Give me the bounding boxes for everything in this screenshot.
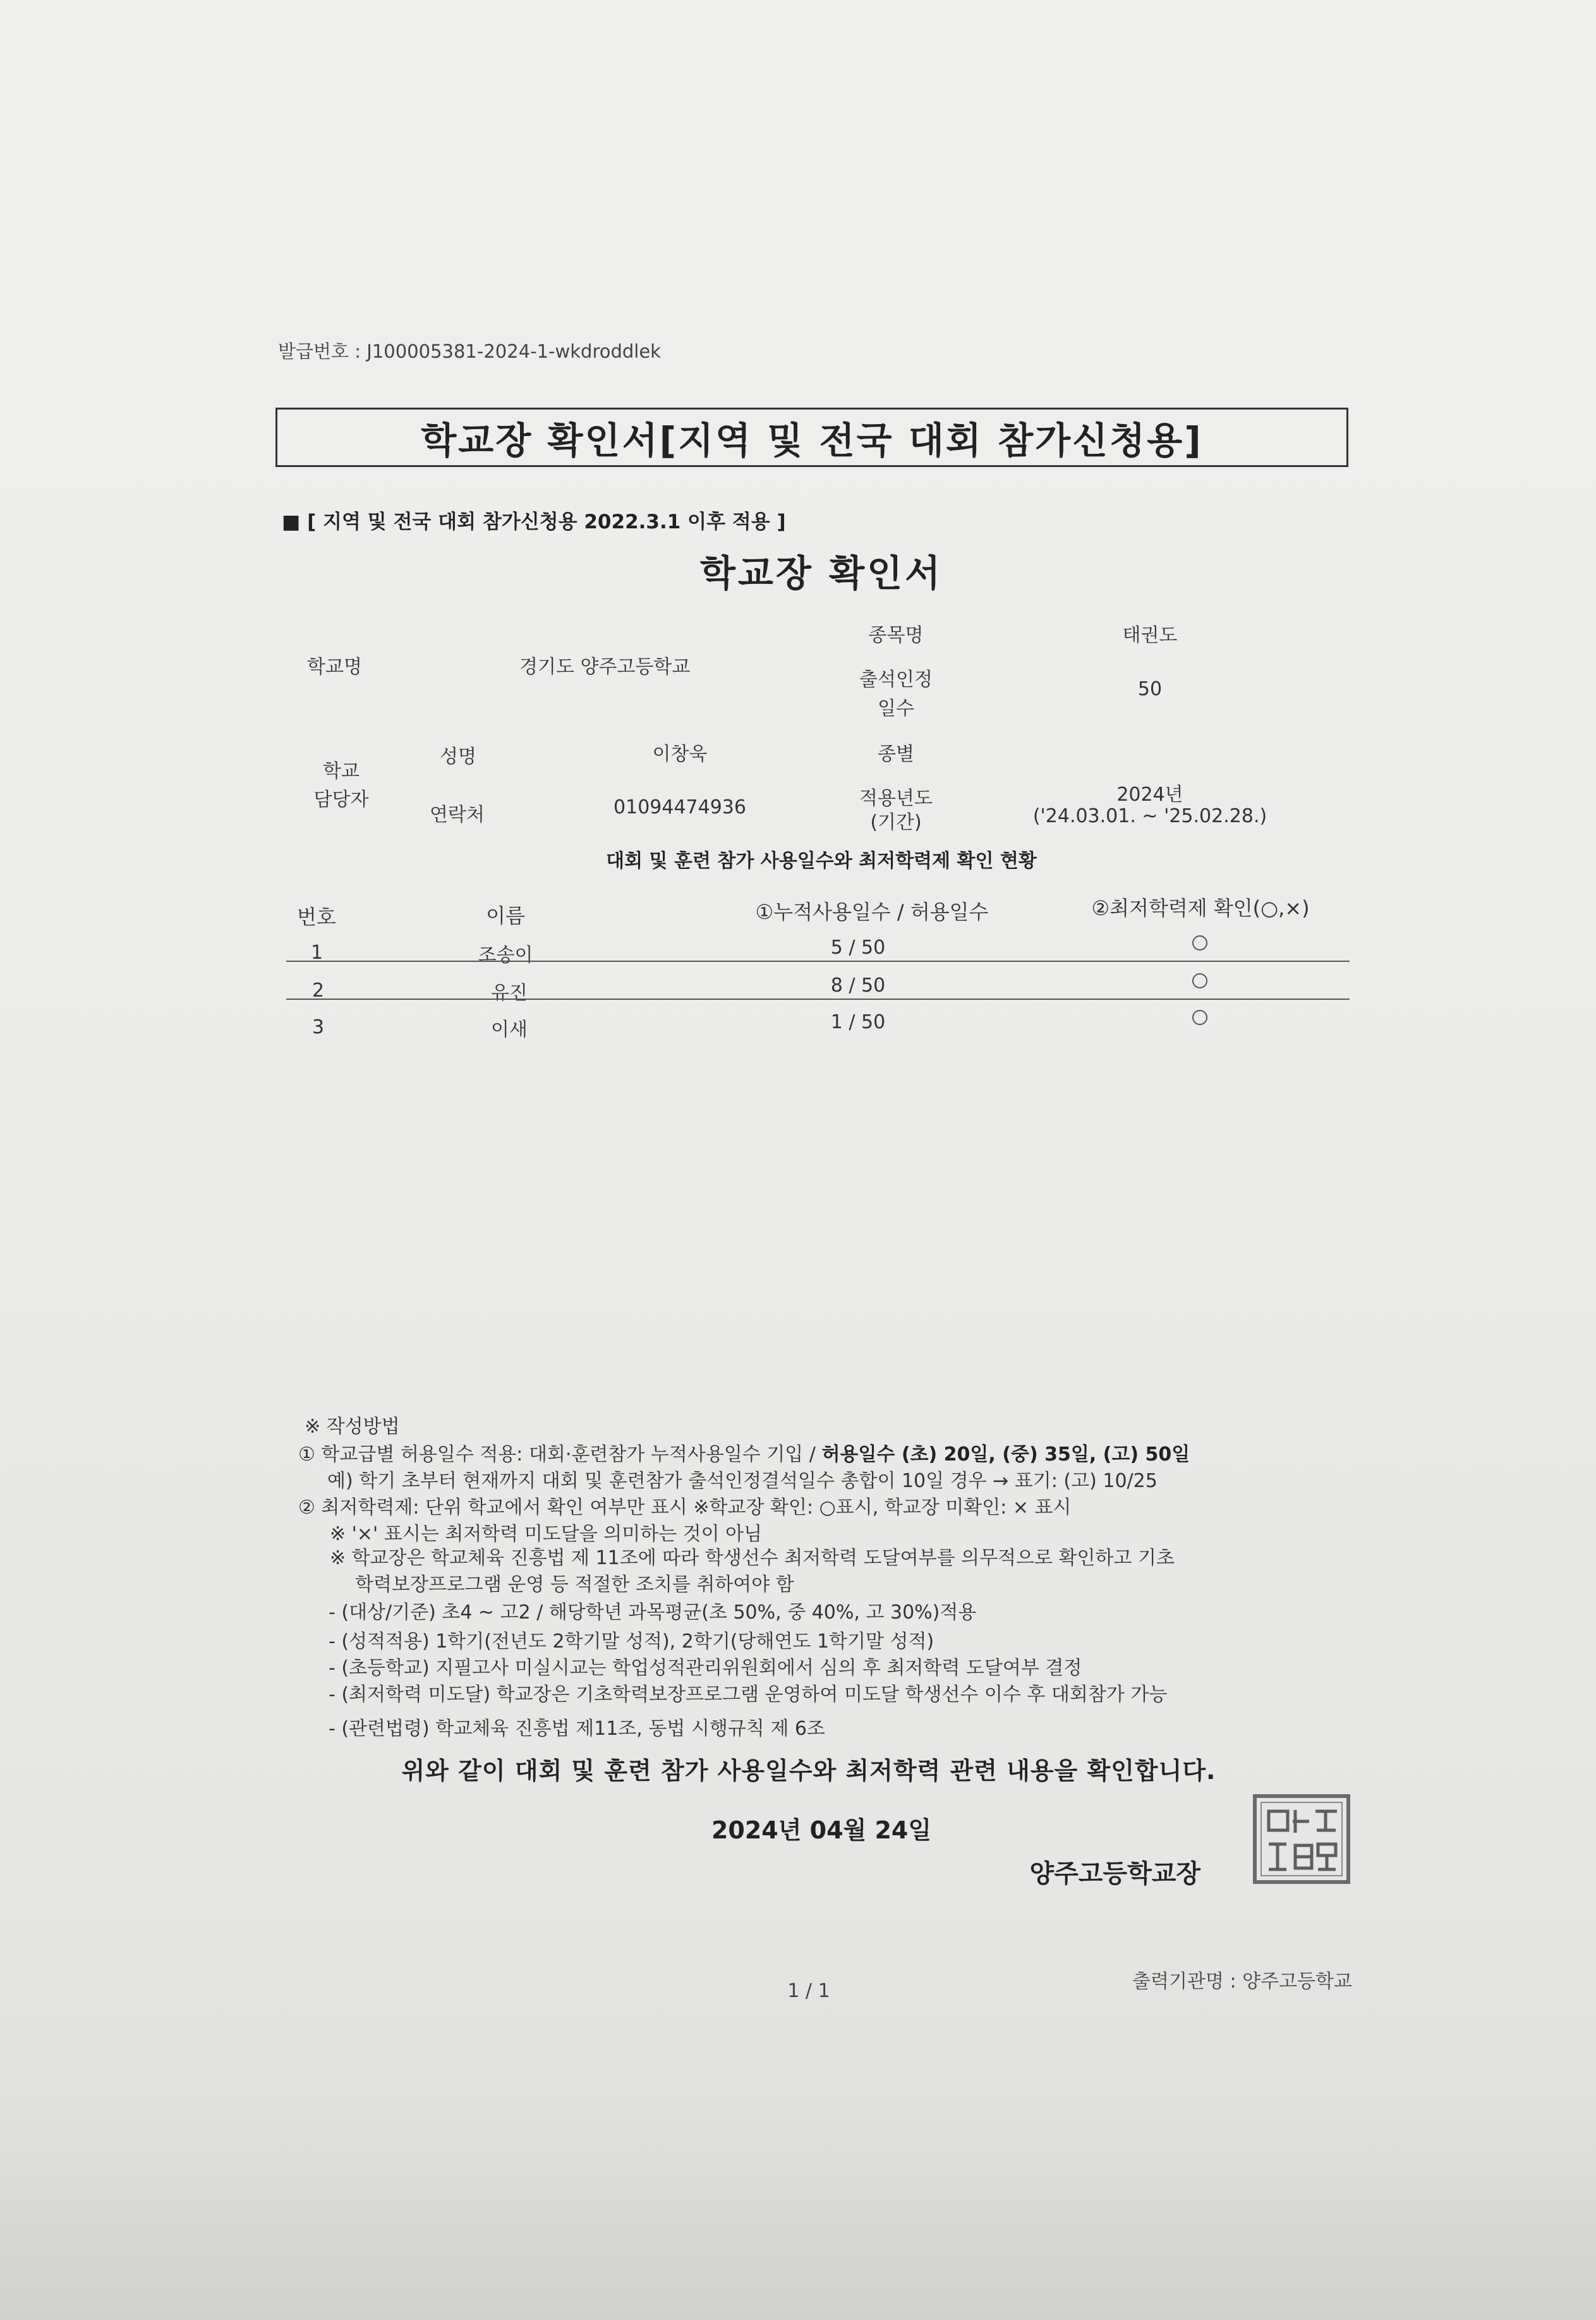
page-number: 1 / 1 <box>787 1980 830 2002</box>
official-seal-stamp <box>1251 1792 1352 1886</box>
apply-year-label-1: 적용년도 <box>859 787 933 810</box>
category-label: 종별 <box>878 743 914 765</box>
note-1-example: 예) 학기 초부터 현재까지 대회 및 훈련참가 출석인정결석일수 총합이 10일 경우 → 표기: (고) 10/25 <box>327 1470 1158 1492</box>
check-circle-mark <box>1192 935 1207 950</box>
name-value: 이창욱 <box>652 743 708 765</box>
check-circle-mark <box>1192 973 1207 988</box>
row-divider <box>286 961 1350 962</box>
note-9: - (관련법령) 학교체육 진흥법 제11조, 동법 시행규칙 제 6조 <box>329 1718 825 1740</box>
note-6: - (성적적용) 1학기(전년도 2학기말 성적), 2학기(당해연도 1학기말 성적) <box>329 1631 934 1653</box>
sport-label: 종목명 <box>868 624 924 647</box>
notes-heading: ※ 작성방법 <box>305 1416 400 1438</box>
attendance-days-value: 50 <box>1137 678 1163 700</box>
printer-label: 출력기관명 : 양주고등학교 <box>1132 1971 1352 1993</box>
col-header-days: ①누적사용일수 / 허용일수 <box>755 900 989 924</box>
document-title: 학교장 확인서 <box>699 552 943 595</box>
attendance-label-1: 출석인정 <box>859 669 933 691</box>
row-days: 5 / 50 <box>830 937 886 959</box>
row-no: 2 <box>312 980 325 1002</box>
apply-year-value: 2024년 <box>1116 784 1183 806</box>
main-title: 학교장 확인서[지역 및 전국 대회 참가신청용] <box>421 419 1203 462</box>
row-days: 8 / 50 <box>830 975 886 997</box>
col-header-check: ②최저학력제 확인(○,×) <box>1091 896 1310 920</box>
row-days: 1 / 50 <box>830 1011 886 1033</box>
note-4b: 학력보장프로그램 운영 등 적절한 조치를 취하여야 함 <box>355 1574 794 1596</box>
issue-number: 발급번호 : J100005381-2024-1-wkdroddlek <box>278 341 661 362</box>
table-subheading: 대회 및 훈련 참가 사용일수와 최저학력제 확인 현황 <box>606 850 1037 872</box>
row-divider <box>286 999 1350 1000</box>
note-4a: ※ 학교장은 학교체육 진흥법 제 11조에 따라 학생선수 최저학력 도달여부를 의무적으로 확인하고 기초 <box>330 1547 1175 1569</box>
section-label: ■ [ 지역 및 전국 대회 참가신청용 2022.3.1 이후 적용 ] <box>282 511 786 533</box>
note-1-emphasis: 허용일수 (초) 20일, (중) 35일, (고) 50일 <box>821 1443 1190 1466</box>
note-8: - (최저학력 미도달) 학교장은 기초학력보장프로그램 운영하여 미도달 학생선수 이수 후 대회참가 가능 <box>329 1684 1168 1706</box>
name-label: 성명 <box>440 746 476 768</box>
manager-label-2: 담당자 <box>313 789 369 811</box>
manager-label-1: 학교 <box>323 760 360 782</box>
note-1 <box>298 1438 1190 1466</box>
row-name: 조송이 <box>478 944 533 966</box>
issue-date: 2024년 04월 24일 <box>711 1816 932 1844</box>
note-3: ※ '×' 표시는 최저학력 미도달을 의미하는 것이 아님 <box>330 1523 763 1545</box>
apply-year-label-2: (기간) <box>870 811 922 834</box>
row-name: 유진 <box>491 982 528 1004</box>
principal-name: 양주고등학교장 <box>1029 1859 1200 1888</box>
paper-shadow <box>0 2086 1596 2320</box>
col-header-name: 이름 <box>486 904 525 928</box>
school-name-value: 경기도 양주고등학교 <box>519 656 691 678</box>
apply-period-value: ('24.03.01. ~ '25.02.28.) <box>1032 805 1267 827</box>
contact-value: 01094474936 <box>614 796 746 818</box>
note-5: - (대상/기준) 초4 ~ 고2 / 해당학년 과목평균(초 50%, 중 40%, 고 30%)적용 <box>329 1601 977 1624</box>
attendance-label-2: 일수 <box>878 698 914 720</box>
note-1-text: ① 학교급별 허용일수 적용: 대회·훈련참가 누적사용일수 기입 / <box>298 1443 822 1466</box>
check-circle-mark <box>1192 1010 1207 1025</box>
note-7: - (초등학교) 지필고사 미실시교는 학업성적관리위원회에서 심의 후 최저학력 도달여부 결정 <box>329 1657 1082 1679</box>
note-2: ② 최저학력제: 단위 학교에서 확인 여부만 표시 ※학교장 확인: ○표시, 학교장 미확인: × 표시 <box>298 1497 1072 1519</box>
main-title-box <box>275 408 1348 467</box>
row-no: 3 <box>312 1016 325 1038</box>
sport-value: 태권도 <box>1122 624 1178 647</box>
school-name-label: 학교명 <box>307 656 362 678</box>
confirm-statement: 위와 같이 대회 및 훈련 참가 사용일수와 최저학력 관련 내용을 확인합니다. <box>401 1757 1216 1785</box>
row-no: 1 <box>311 942 323 964</box>
contact-label: 연락처 <box>430 804 485 826</box>
col-header-no: 번호 <box>297 905 336 929</box>
row-name: 이새 <box>491 1019 528 1041</box>
